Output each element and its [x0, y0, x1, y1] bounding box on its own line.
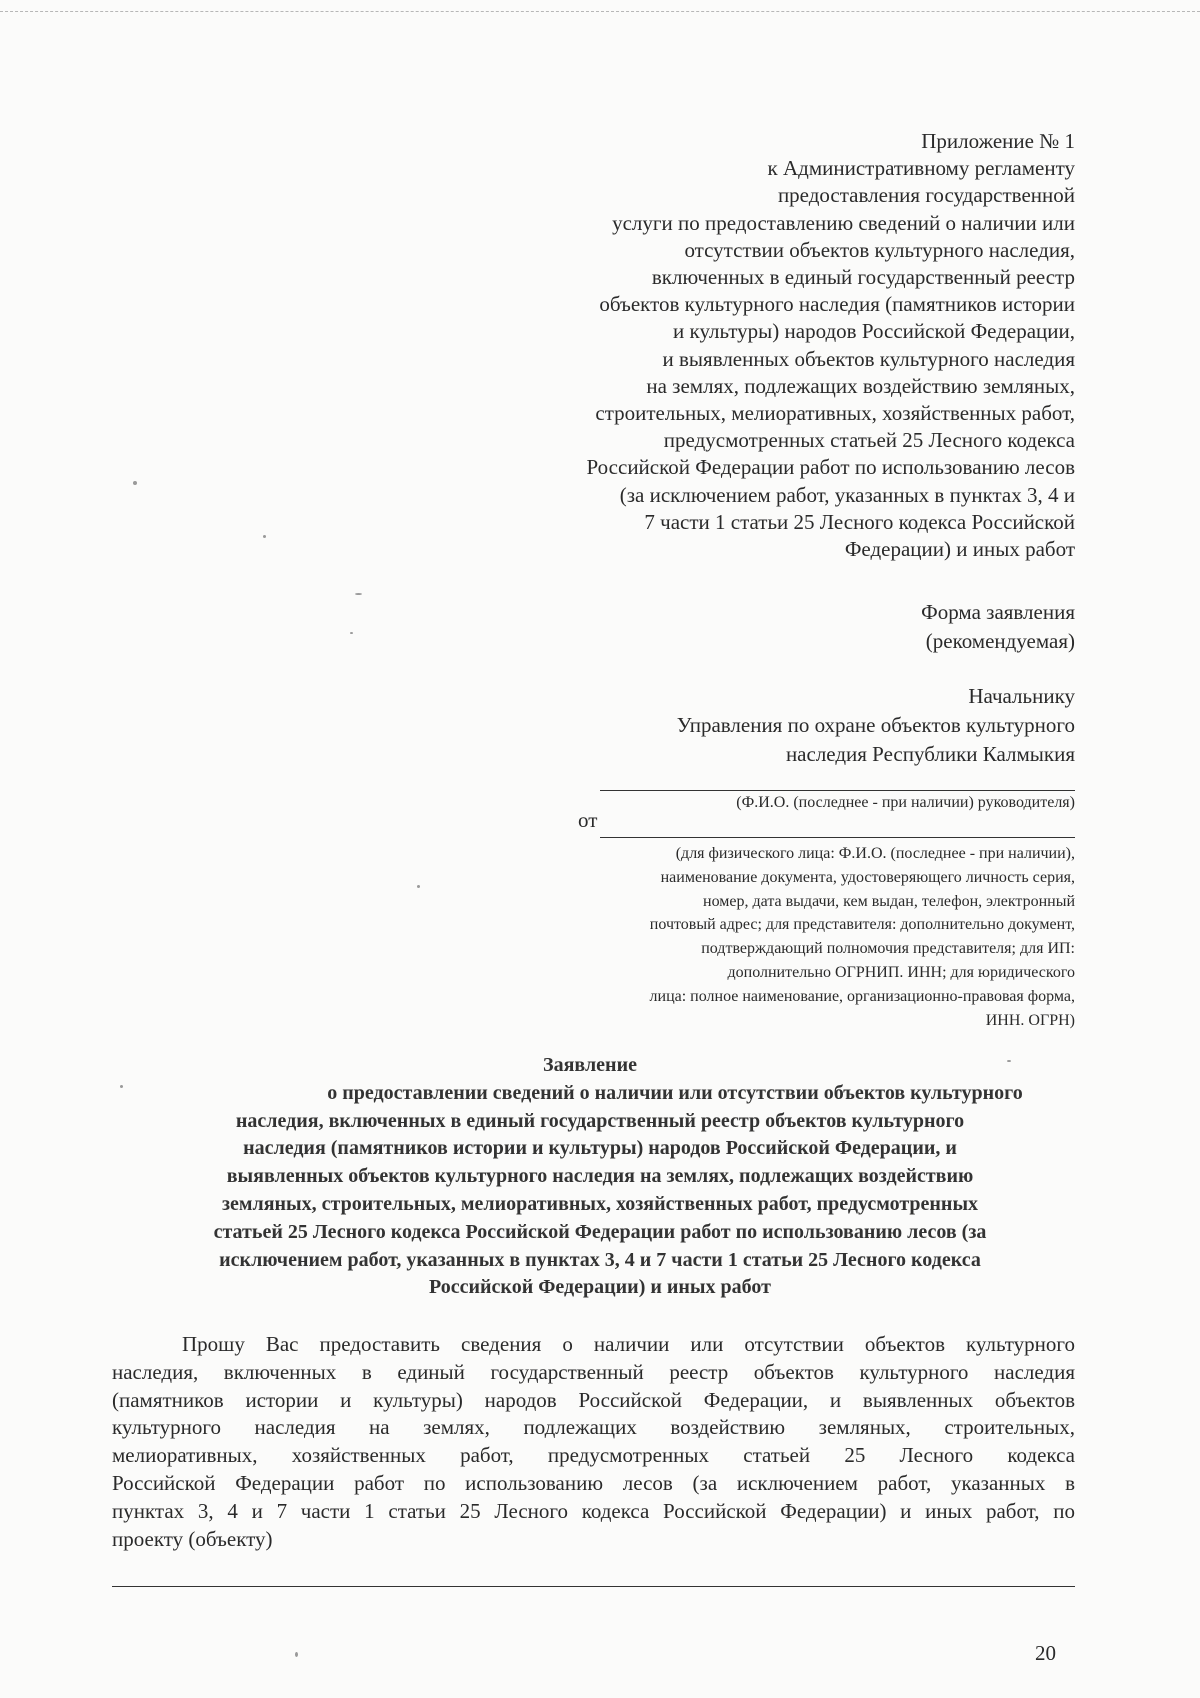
- applicant-caption-line: ИНН. ОГРН): [985, 1011, 1075, 1029]
- applicant-caption-line: номер, дата выдачи, кем выдан, телефон, электронный: [703, 892, 1075, 910]
- statement-title-line: выявленных объектов культурного наследия на землях, подлежащих воздействию: [226, 1165, 974, 1188]
- applicant-caption-line: лица: полное наименование, организационно-правовая форма,: [649, 987, 1075, 1005]
- page-number: 20: [1035, 1641, 1056, 1665]
- annex-line: объектов культурного наследия (памятников истории: [599, 292, 1075, 317]
- annex-line: (за исключением работ, указанных в пунктах 3, 4 и: [619, 482, 1075, 507]
- annex-line: Федерации) и иных работ: [844, 537, 1075, 562]
- body-line: (памятников истории и культуры) народов Российской Федерации, и выявленных объектов: [112, 1387, 1075, 1412]
- annex-line: Российской Федерации работ по использованию лесов: [586, 455, 1075, 480]
- scan-speck: [120, 1085, 123, 1088]
- from-label: от: [578, 808, 598, 832]
- statement-title-line: наследия (памятников истории и культуры) народов Российской Федерации, и: [243, 1137, 957, 1160]
- body-line: мелиоративных, хозяйственных работ, предусмотренных статьей 25 Лесного кодекса: [112, 1443, 1075, 1468]
- applicant-caption-line: подтверждающий полномочия представителя; для ИП:: [701, 940, 1075, 958]
- form-type-note: (рекомендуемая): [925, 629, 1075, 653]
- body-line: культурного наследия на землях, подлежащих воздействию земляных, строительных,: [112, 1415, 1075, 1440]
- project-field[interactable]: [112, 1586, 1075, 1587]
- annex-line: услуги по предоставлению сведений о наличии или: [612, 210, 1075, 235]
- statement-title: [110, 1052, 1090, 1302]
- scan-edge-line: [0, 11, 1200, 12]
- annex-line: включенных в единый государственный реестр: [651, 265, 1075, 290]
- scan-speck: [417, 885, 420, 888]
- annex-line: к Административному регламенту: [767, 156, 1075, 181]
- annex-line: 7 части 1 статьи 25 Лесного кодекса Российской: [644, 509, 1075, 534]
- body-line: Прошу Вас предоставить сведения о наличии или отсутствии объектов культурного: [182, 1332, 1075, 1356]
- scan-speck: [350, 632, 353, 634]
- applicant-caption-line: дополнительно ОГРНИП. ИНН; для юридического: [727, 963, 1075, 981]
- statement-body: [112, 1331, 1075, 1553]
- applicant-caption-line: почтовый адрес; для представителя: дополнительно документ,: [649, 916, 1075, 934]
- statement-title-line: земляных, строительных, мелиоративных, хозяйственных работ, предусмотренных: [221, 1192, 979, 1215]
- scan-speck: [133, 481, 137, 485]
- annex-header: [420, 128, 1075, 563]
- annex-line: строительных, мелиоративных, хозяйственных работ,: [595, 401, 1075, 426]
- body-line: наследия, включенных в единый государственный реестр объектов культурного наследия: [112, 1359, 1075, 1384]
- annex-line: на землях, подлежащих воздействию земляных,: [646, 373, 1075, 398]
- addressee-block: [560, 682, 1075, 769]
- head-name-caption: (Ф.И.О. (последнее - при наличии) руководителя): [736, 794, 1075, 811]
- body-line: проекту (объекту): [112, 1526, 273, 1551]
- addressee-organization: Управления по охране объектов культурного: [676, 713, 1075, 737]
- statement-title-line: Российской Федерации) и иных работ: [429, 1276, 771, 1299]
- scan-speck: [263, 535, 266, 538]
- annex-line: предусмотренных статьей 25 Лесного кодекса: [663, 428, 1075, 453]
- form-type-label: Форма заявления: [921, 600, 1075, 624]
- body-line: Российской Федерации работ по использованию лесов (за исключением работ, указанных в: [112, 1470, 1075, 1495]
- applicant-caption-line: (для физического лица: Ф.И.О. (последнее - при наличии),: [675, 845, 1075, 862]
- statement-heading: Заявление: [543, 1054, 637, 1076]
- statement-title-line: исключением работ, указанных в пунктах 3, 4 и 7 части 1 статьи 25 Лесного кодекса: [219, 1248, 981, 1271]
- annex-line: предоставления государственной: [777, 183, 1075, 208]
- annex-line: отсутствии объектов культурного наследия,: [684, 237, 1075, 262]
- body-line: пунктах 3, 4 и 7 части 1 статьи 25 Лесного кодекса Российской Федерации) и иных работ, по: [112, 1498, 1075, 1523]
- applicant-field[interactable]: [600, 837, 1075, 838]
- statement-title-line: статьей 25 Лесного кодекса Российской Федерации работ по использованию лесов (за: [213, 1220, 987, 1243]
- statement-title-line: о предоставлении сведений о наличии или отсутствии объектов культурного: [327, 1081, 1023, 1104]
- addressee-organization-cont: наследия Республики Калмыкия: [785, 742, 1075, 766]
- annex-line: Приложение № 1: [921, 129, 1075, 153]
- scan-speck: [295, 1652, 298, 1657]
- form-type: [700, 598, 1075, 656]
- applicant-caption-line: наименование документа, удостоверяющего личность серия,: [660, 868, 1075, 886]
- addressee-position: Начальнику: [968, 684, 1075, 708]
- statement-title-line: наследия, включенных в единый государственный реестр объектов культурного: [235, 1109, 965, 1132]
- applicant-caption: [520, 842, 1075, 1032]
- scan-speck: [1007, 1060, 1011, 1062]
- scan-speck: [355, 593, 362, 595]
- annex-line: и культуры) народов Российской Федерации,: [673, 319, 1075, 344]
- annex-line: и выявленных объектов культурного наследия: [662, 346, 1075, 371]
